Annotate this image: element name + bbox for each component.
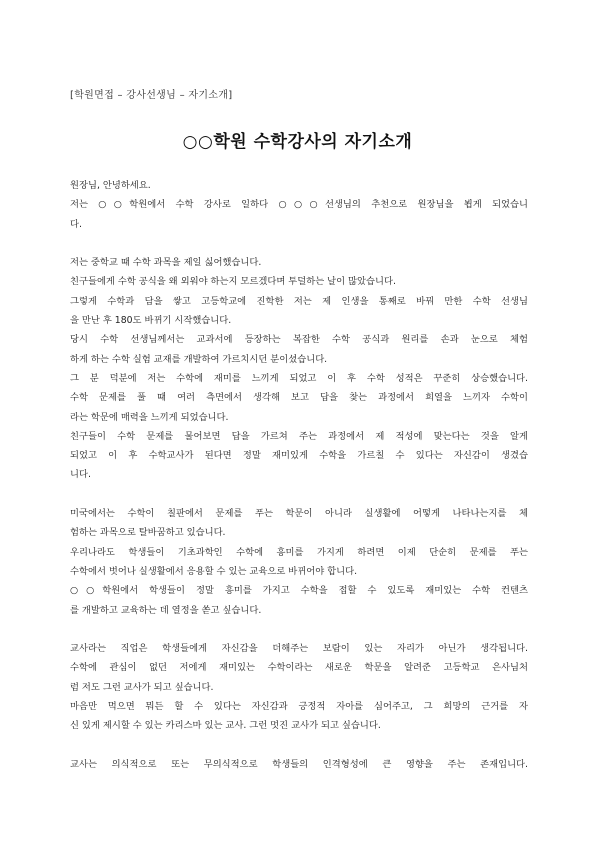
body-line: 수학 문제를 풀 때 여러 측면에서 생각해 보고 답을 찾는 과정에서 희열을 느끼자 수학이 — [70, 392, 528, 404]
body-line: 원장님, 안녕하세요. — [70, 180, 151, 191]
body-line: 되었고 이 후 수학교사가 된다면 정말 재미있게 수학을 가르칠 수 있다는 자신감이 생겼습 — [70, 450, 528, 462]
paragraph-gap — [70, 234, 528, 253]
paragraph-gap — [70, 736, 528, 755]
body-line: 마음만 먹으면 뭐든 할 수 있다는 자신감과 긍정적 자아를 심어주고, 그 희망의 근거를 자 — [70, 701, 528, 713]
body-line: 그 분 덕분에 저는 수학에 재미를 느끼게 되었고 이 후 수학 성적은 꾸준히 상승했습니다. — [70, 372, 528, 384]
body-line: 를 개발하고 교육하는 데 열정을 쏟고 싶습니다. — [70, 604, 262, 616]
body-line: 럼 저도 그런 교사가 되고 싶습니다. — [70, 681, 214, 693]
body-line: ○○학원에서 학생들이 정말 흥미를 가지고 수학을 접할 수 있도록 재미있는 수학 컨텐츠 — [70, 585, 528, 597]
body-line: 그렇게 수학과 담을 쌓고 고등학교에 진학한 저는 제 인생을 통째로 바꿔 만한 수학 선생님 — [70, 295, 528, 307]
body-line: 친구들에게 수학 공식을 왜 외워야 하는지 모르겠다며 투덜하는 날이 많았습니다. — [70, 276, 396, 288]
body-line: 하게 하는 수학 실험 교재를 개발하여 가르치시던 분이셨습니다. — [70, 353, 328, 365]
body-line: 니다. — [70, 469, 91, 481]
body-line: 수학에서 벗어나 실생활에서 응용할 수 있는 교육으로 바뀌어야 합니다. — [70, 565, 358, 577]
body-line: 험하는 과목으로 탈바꿈하고 있습니다. — [70, 527, 226, 539]
document-title: ○○학원 수학강사의 자기소개 — [182, 132, 413, 152]
document-header-tag: [학원면접 – 강사선생님 – 자기소개] — [70, 90, 233, 101]
body-line: 우리나라도 학생들이 기초과학인 수학에 흥미를 가지게 하려면 이제 단순히 문제를 푸는 — [70, 546, 528, 558]
body-line: 저는 ○○학원에서 수학 강사로 일하다 ○○○선생님의 추천으로 원장님을 뵙게 되었습니 — [70, 199, 528, 211]
body-line: 미국에서는 수학이 칠판에서 문제를 푸는 학문이 아니라 실생활에 어떻게 나타나는지를 체 — [70, 508, 528, 520]
body-line: 수학에 관심이 없던 저에게 재미있는 수학이라는 새로운 학문을 알려준 고등학교 은사님처 — [70, 662, 528, 674]
paragraph-gap — [70, 485, 528, 504]
document-body — [70, 176, 528, 774]
body-line: 저는 중학교 때 수학 과목을 제일 싫어했습니다. — [70, 257, 262, 269]
body-line: 친구들이 수학 문제를 물어보면 답을 가르쳐 주는 과정에서 제 적성에 맞는다는 것을 알게 — [70, 430, 528, 442]
body-line: 교사라는 직업은 학생들에게 자신감을 더해주는 보람이 있는 자리가 아닌가 생각됩니다. — [70, 643, 528, 655]
body-line: 신 있게 제시할 수 있는 카리스마 있는 교사. 그런 멋진 교사가 되고 싶습니다. — [70, 720, 381, 732]
body-line: 당시 수학 선생님께서는 교과서에 등장하는 복잡한 수학 공식과 원리를 손과 눈으로 체험 — [70, 334, 528, 346]
body-line: 을 만난 후 180도 바뀌기 시작했습니다. — [70, 315, 232, 327]
paragraph-gap — [70, 620, 528, 639]
body-line: 라는 학문에 매력을 느끼게 되었습니다. — [70, 411, 229, 423]
body-line: 다. — [70, 218, 82, 230]
body-line: 교사는 의식적으로 또는 무의식적으로 학생들의 인격형성에 큰 영향을 주는 존재입니다. — [70, 758, 528, 770]
